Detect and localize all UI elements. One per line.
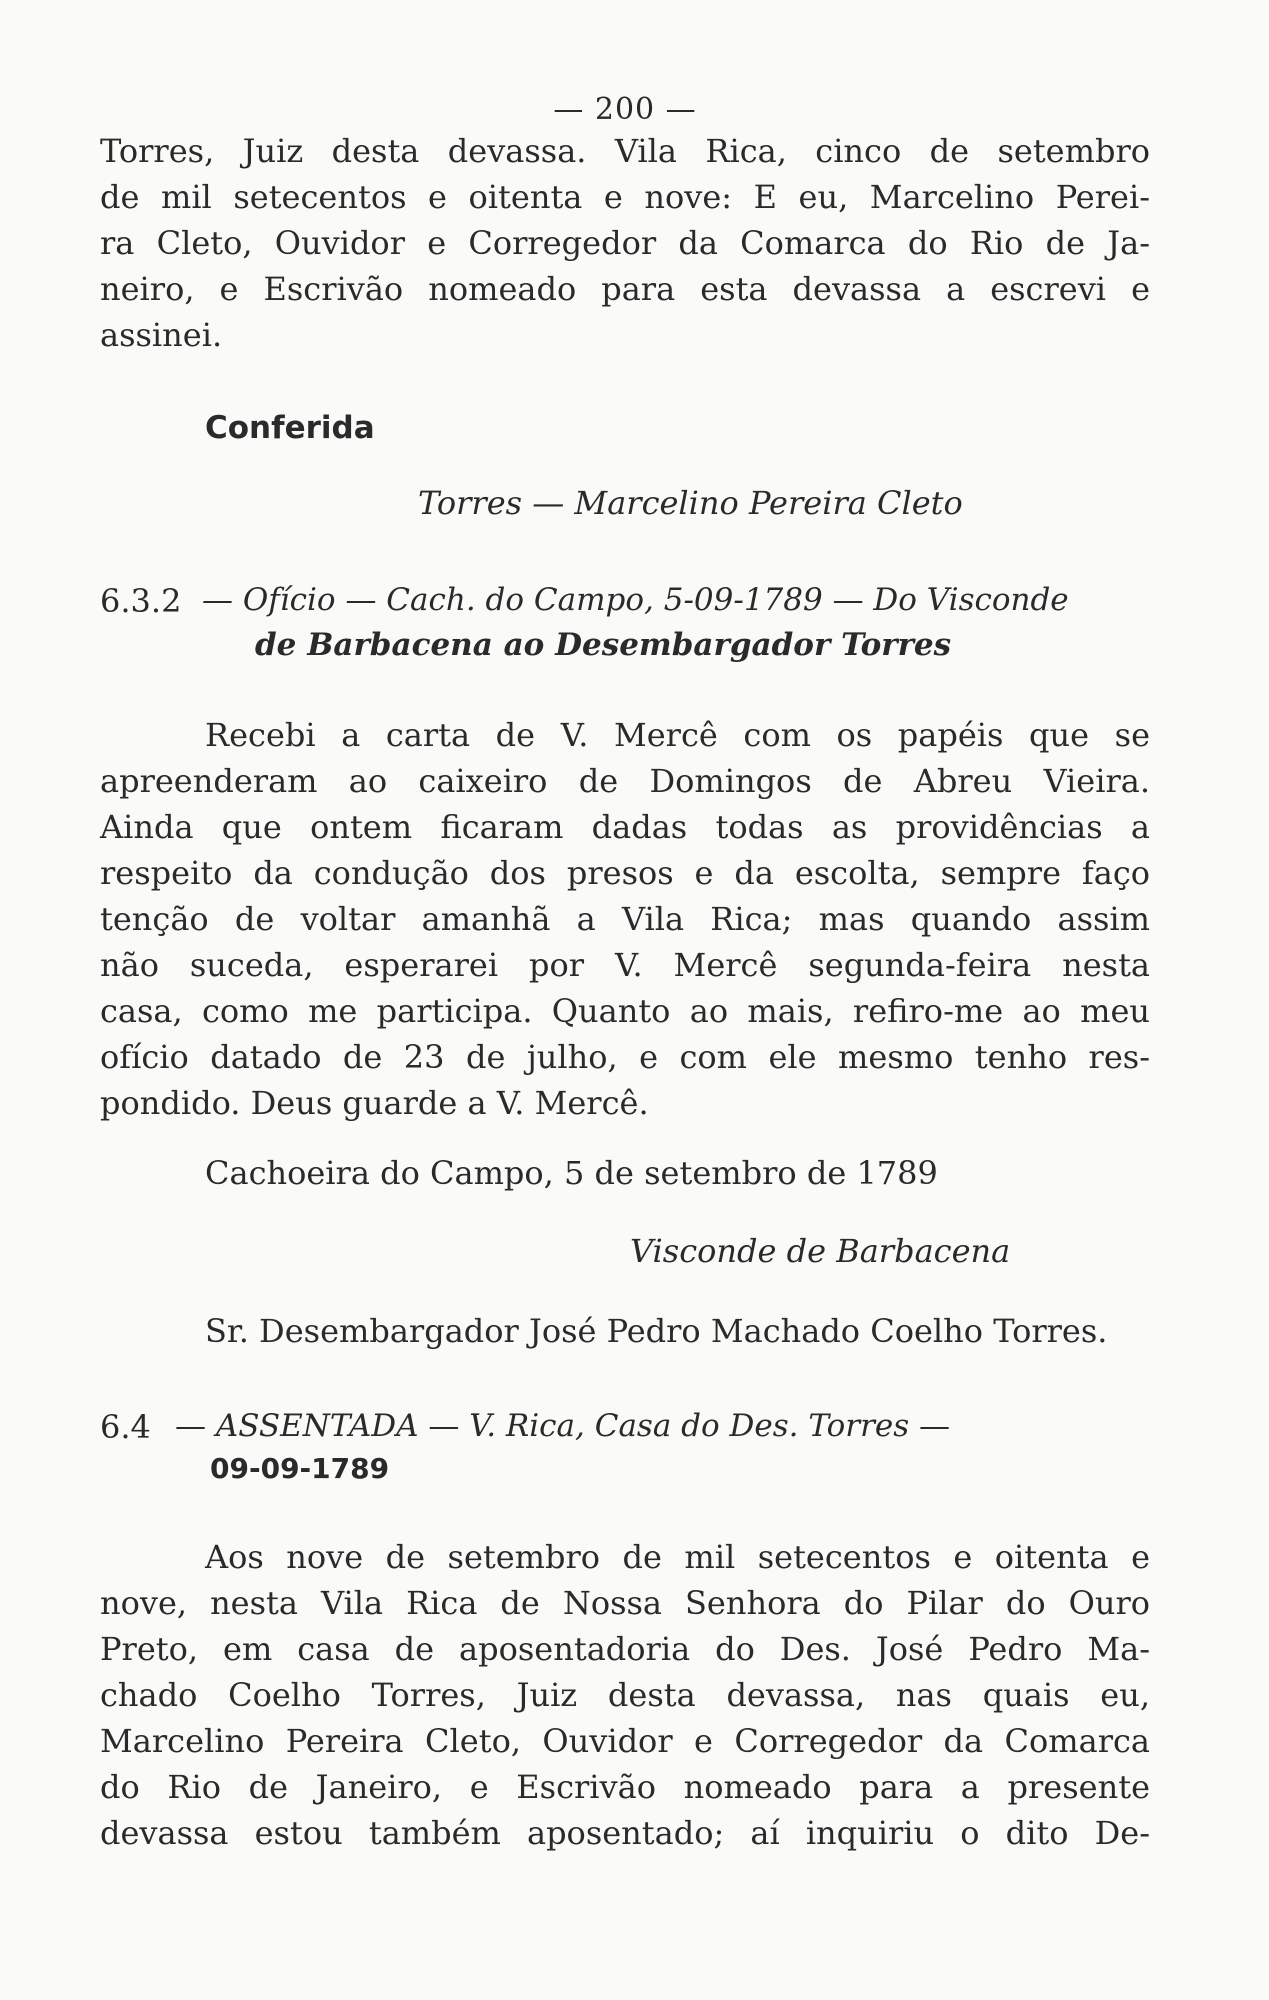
paragraph-2: [100, 712, 1150, 1126]
paragraph-line: ofício datado de 23 de julho, e com ele mesmo tenho res-: [100, 1038, 1150, 1076]
paragraph-line: de mil setecentos e oitenta e nove: E eu, Marcelino Perei-: [100, 178, 1150, 216]
paragraph-line: Torres, Juiz desta devassa. Vila Rica, cinco de setembro: [100, 132, 1150, 170]
paragraph-line: Preto, em casa de aposentadoria do Des. José Pedro Ma-: [100, 1630, 1150, 1668]
paragraph-line: respeito da condução dos presos e da escolta, sempre faço: [100, 854, 1150, 892]
section-6-4-date: 09-09-1789: [210, 1452, 390, 1485]
paragraph-line: casa, como me participa. Quanto ao mais, refiro-me ao meu: [100, 992, 1150, 1030]
paragraph-line: Recebi a carta de V. Mercê com os papéis que se: [205, 716, 1150, 754]
paragraph-line: pondido. Deus guarde a V. Mercê.: [100, 1084, 649, 1122]
paragraph-line: não suceda, esperarei por V. Mercê segunda-feira nesta: [100, 946, 1150, 984]
paragraph-line: tenção de voltar amanhã a Vila Rica; mas quando assim: [100, 900, 1150, 938]
paragraph-line: nove, nesta Vila Rica de Nossa Senhora do Pilar do Ouro: [100, 1584, 1150, 1622]
paragraph-line: chado Coelho Torres, Juiz desta devassa, nas quais eu,: [100, 1676, 1150, 1714]
paragraph-line: devassa estou também aposentado; aí inquiriu o dito De-: [100, 1814, 1150, 1852]
signature-torres-cleto: Torres — Marcelino Pereira Cleto: [418, 484, 963, 522]
paragraph-line: do Rio de Janeiro, e Escrivão nomeado para a presente: [100, 1768, 1150, 1806]
paragraph-line: Ainda que ontem ficaram dadas todas as providências a: [100, 808, 1150, 846]
paragraph-3: [100, 1534, 1150, 1856]
dateline: Cachoeira do Campo, 5 de setembro de 1789: [205, 1154, 938, 1192]
paragraph-line: neiro, e Escrivão nomeado para esta devassa a escrevi e: [100, 270, 1150, 308]
addressee: Sr. Desembargador José Pedro Machado Coelho Torres.: [205, 1312, 1108, 1350]
paragraph-line: apreenderam ao caixeiro de Domingos de Abreu Vieira.: [100, 762, 1150, 800]
paragraph-1: [100, 128, 1150, 358]
paragraph-line: assinei.: [100, 316, 223, 354]
paragraph-line: Marcelino Pereira Cleto, Ouvidor e Corregedor da Comarca: [100, 1722, 1150, 1760]
conferida-label: Conferida: [205, 410, 375, 446]
document-page: [100, 0, 1150, 2000]
paragraph-line: ra Cleto, Ouvidor e Corregedor da Comarca do Rio de Ja-: [100, 224, 1150, 262]
section-6-4-number: 6.4: [100, 1408, 151, 1446]
section-6-4-title: — ASSENTADA — V. Rica, Casa do Des. Torres —: [175, 1408, 951, 1444]
paragraph-line: Aos nove de setembro de mil setecentos e oitenta e: [205, 1538, 1150, 1576]
signature-visconde: Visconde de Barbacena: [630, 1232, 1011, 1270]
page-number: — 200 —: [553, 92, 697, 127]
section-6-3-2-title: — Ofício — Cach. do Campo, 5-09-1789 — Do Visconde: [202, 582, 1069, 618]
section-6-3-2-number: 6.3.2: [100, 582, 182, 620]
section-6-3-2-subtitle: de Barbacena ao Desembargador Torres: [255, 627, 952, 663]
